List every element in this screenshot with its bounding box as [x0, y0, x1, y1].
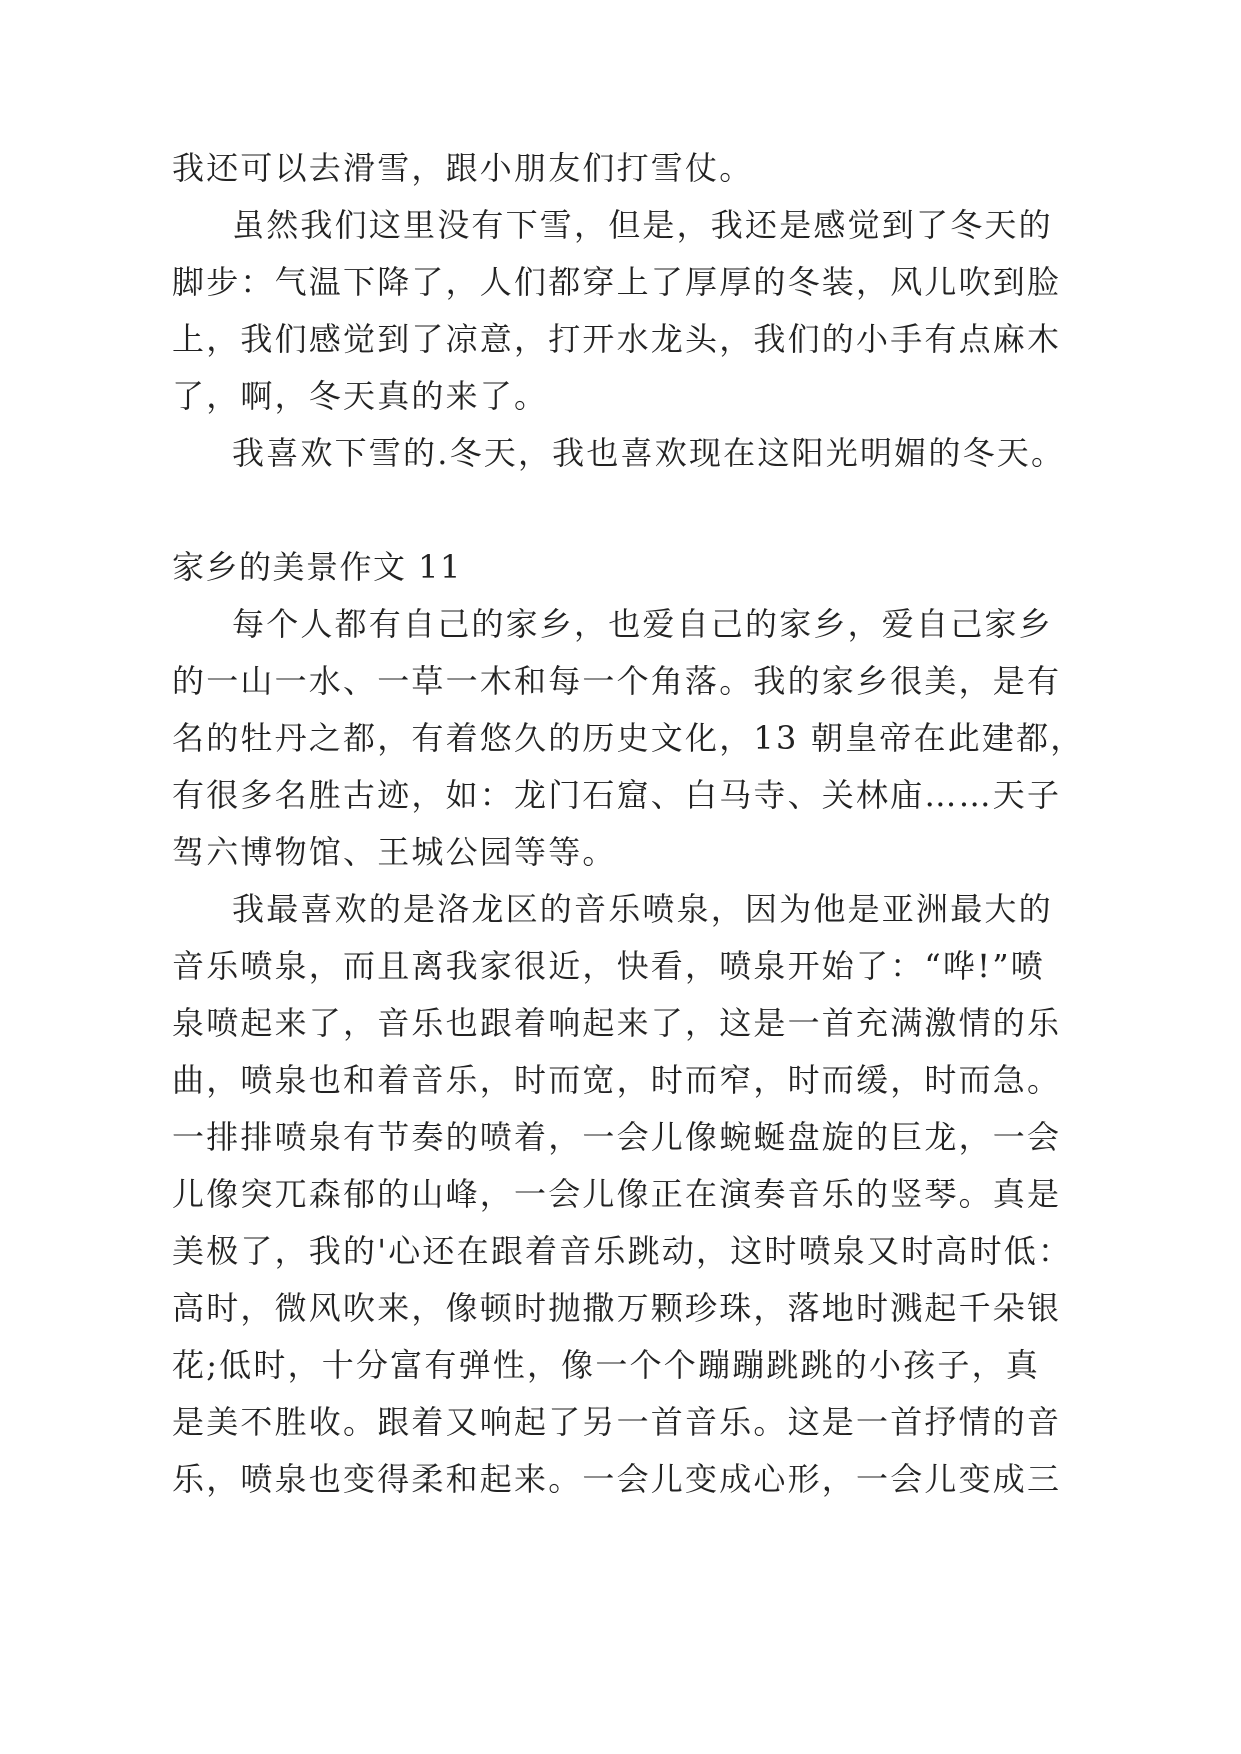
paragraph-1-line-1: 我还可以去滑雪，跟小朋友们打雪仗。	[172, 149, 754, 187]
paragraph-4-line-5: 驾六博物馆、王城公园等等。	[172, 833, 617, 871]
paragraph-5-line-8: 高时，微风吹来，像顿时抛撒万颗珍珠，落地时溅起千朵银	[172, 1289, 1062, 1327]
paragraph-3-line-1: 我喜欢下雪的.冬天，我也喜欢现在这阳光明媚的冬天。	[232, 434, 1066, 472]
paragraph-5-line-2: 音乐喷泉，而且离我家很近，快看，喷泉开始了：“哗!”喷	[172, 947, 1045, 985]
paragraph-5-line-9: 花;低时，十分富有弹性，像一个个蹦蹦跳跳的小孩子，真	[172, 1346, 1040, 1384]
paragraph-2-line-4: 了，啊，冬天真的来了。	[172, 377, 549, 415]
paragraph-2-line-2: 脚步：气温下降了，人们都穿上了厚厚的冬装，风儿吹到脸	[172, 263, 1062, 301]
paragraph-5-line-3: 泉喷起来了，音乐也跟着响起来了，这是一首充满激情的乐	[172, 1004, 1062, 1042]
paragraph-4-line-4: 有很多名胜古迹，如：龙门石窟、白马寺、关林庙……天子	[172, 776, 1062, 814]
paragraph-5-line-7: 美极了，我的'心还在跟着音乐跳动，这时喷泉又时高时低：	[172, 1232, 1073, 1270]
paragraph-5-line-11: 乐，喷泉也变得柔和起来。一会儿变成心形，一会儿变成三	[172, 1460, 1062, 1498]
paragraph-2-line-1: 虽然我们这里没有下雪，但是，我还是感觉到了冬天的	[232, 206, 1053, 244]
paragraph-5-line-4: 曲，喷泉也和着音乐，时而宽，时而窄，时而缓，时而急。	[172, 1061, 1062, 1099]
paragraph-4-line-1: 每个人都有自己的家乡，也爱自己的家乡，爱自己家乡	[232, 605, 1053, 643]
paragraph-4-line-3: 名的牡丹之都，有着悠久的历史文化，13 朝皇帝在此建都，	[172, 719, 1085, 757]
paragraph-5-line-6: 儿像突兀森郁的山峰，一会儿像正在演奏音乐的竖琴。真是	[172, 1175, 1062, 1213]
section-title: 家乡的美景作文 11	[172, 548, 462, 586]
paragraph-5-line-10: 是美不胜收。跟着又响起了另一首音乐。这是一首抒情的音	[172, 1403, 1062, 1441]
paragraph-5-line-1: 我最喜欢的是洛龙区的音乐喷泉，因为他是亚洲最大的	[232, 890, 1053, 928]
paragraph-2-line-3: 上，我们感觉到了凉意，打开水龙头，我们的小手有点麻木	[172, 320, 1062, 358]
paragraph-4-line-2: 的一山一水、一草一木和每一个角落。我的家乡很美，是有	[172, 662, 1062, 700]
paragraph-5-line-5: 一排排喷泉有节奏的喷着，一会儿像蜿蜒盘旋的巨龙，一会	[172, 1118, 1062, 1156]
